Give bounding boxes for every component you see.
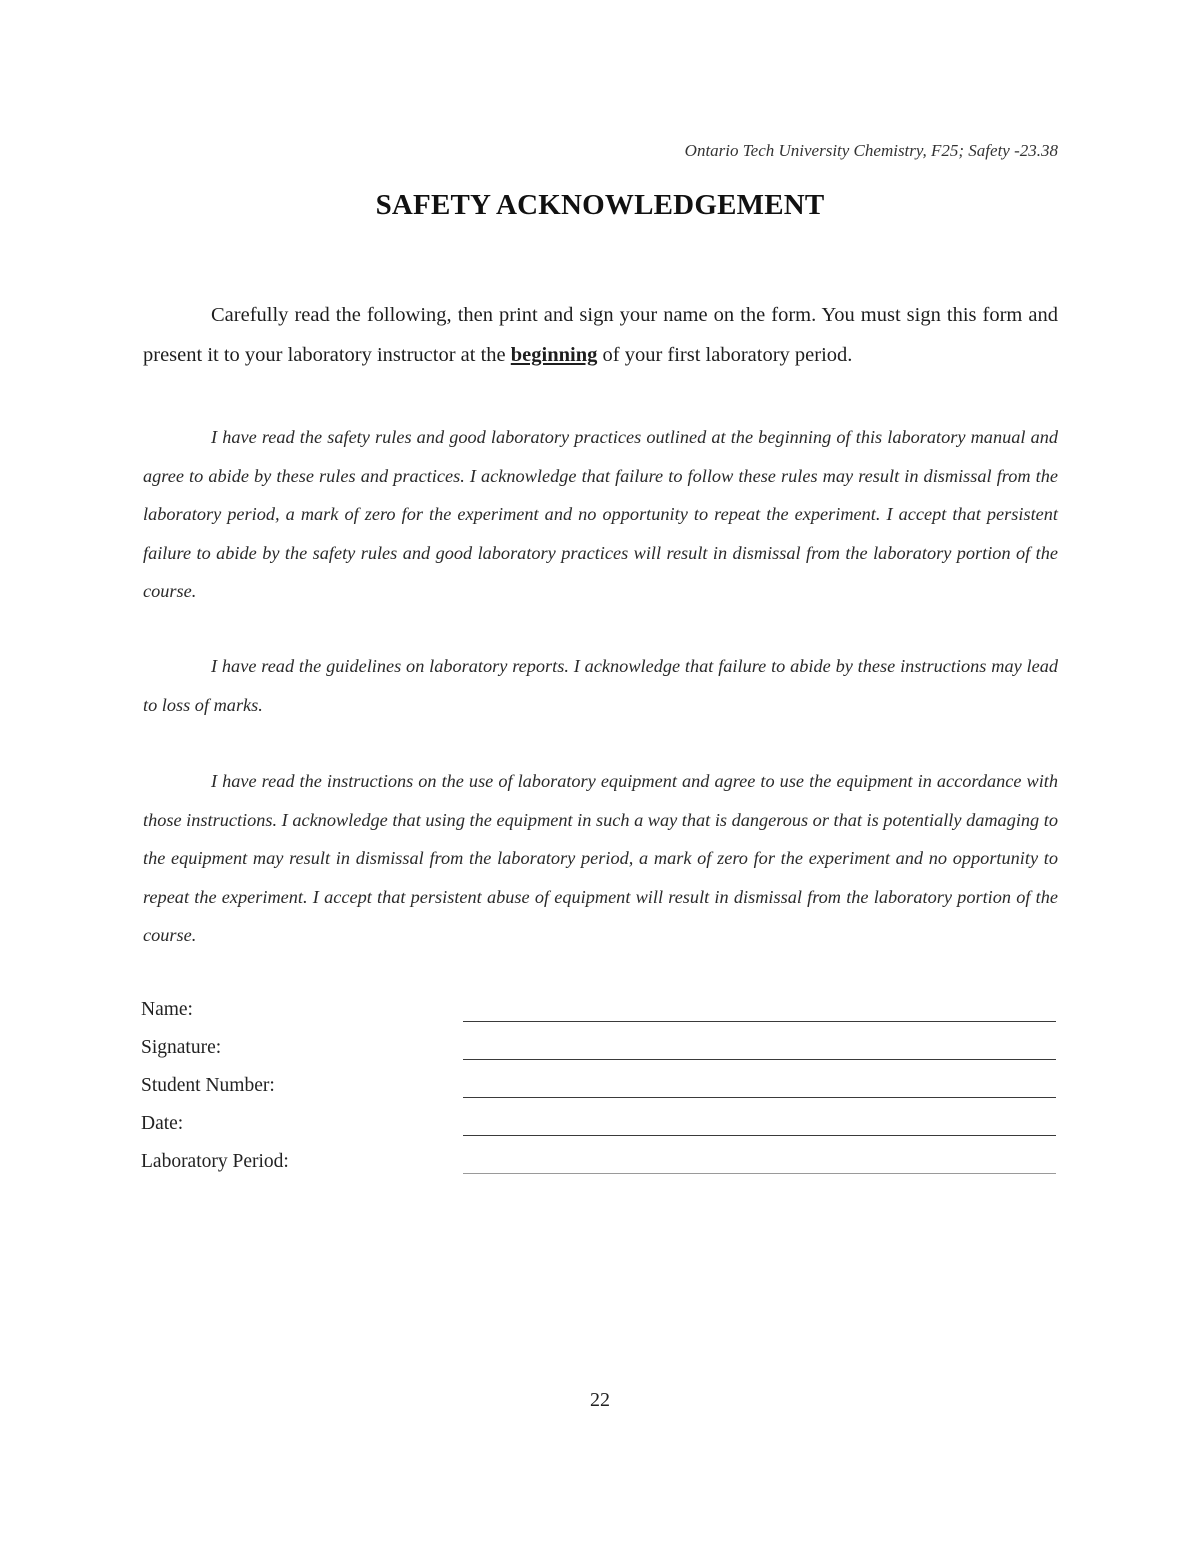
name-label: Name: — [141, 999, 193, 1020]
document-reference: Ontario Tech University Chemistry, F25; Safety -23.38 — [684, 141, 1058, 160]
equipment-use-statement: I have read the instructions on the use of laboratory equipment and agree to use the equipment in accordance with those instructions. I acknowledge that using the equipment in such a way that is dangerous or that is potentially damaging to the equipment may result in dismissal from the laboratory period, a mark of zero for the experiment and no opportunity to repeat the experiment. I accept that persistent abuse of equipment will result in dismissal from the laboratory portion of the course. — [143, 771, 1058, 945]
safety-rules-statement: I have read the safety rules and good laboratory practices outlined at the beginning of this laboratory manual and agree to abide by these rules and practices. I acknowledge that failure to follow these rules may result in dismissal from the laboratory period, a mark of zero for the experiment and no opportunity to repeat the experiment. I accept that persistent failure to abide by the safety rules and good laboratory practices will result in dismissal from the laboratory portion of the course. — [143, 427, 1058, 601]
form-row-student-number — [141, 1071, 1056, 1109]
laboratory-period-label: Laboratory Period: — [141, 1151, 289, 1172]
signature-field-line[interactable] — [463, 1059, 1056, 1060]
form-row-name — [141, 995, 1056, 1033]
date-field-line[interactable] — [463, 1135, 1056, 1136]
page-number: 22 — [590, 1389, 610, 1411]
name-field-line[interactable] — [463, 1021, 1056, 1022]
acknowledgement-form — [141, 995, 1056, 1185]
form-row-date — [141, 1109, 1056, 1147]
date-label: Date: — [141, 1113, 184, 1134]
student-number-field-line[interactable] — [463, 1097, 1056, 1098]
instructions-paragraph — [143, 295, 1058, 375]
form-row-laboratory-period — [141, 1147, 1056, 1185]
instructions-emphasis: beginning — [510, 344, 598, 366]
signature-label: Signature: — [141, 1037, 222, 1058]
lab-reports-statement: I have read the guidelines on laboratory reports. I acknowledge that failure to abide by these instructions may lead to loss of marks. — [143, 656, 1058, 715]
student-number-label: Student Number: — [141, 1075, 275, 1096]
page-title: SAFETY ACKNOWLEDGEMENT — [375, 189, 825, 221]
form-row-signature — [141, 1033, 1056, 1071]
instructions-text-after: of your first laboratory period. — [597, 344, 853, 366]
laboratory-period-field-line[interactable] — [463, 1173, 1056, 1174]
instructions-text-before: Carefully read the following, then print and sign your name on the form. You must sign this form and present it to your laboratory instructor at the — [143, 304, 1058, 366]
